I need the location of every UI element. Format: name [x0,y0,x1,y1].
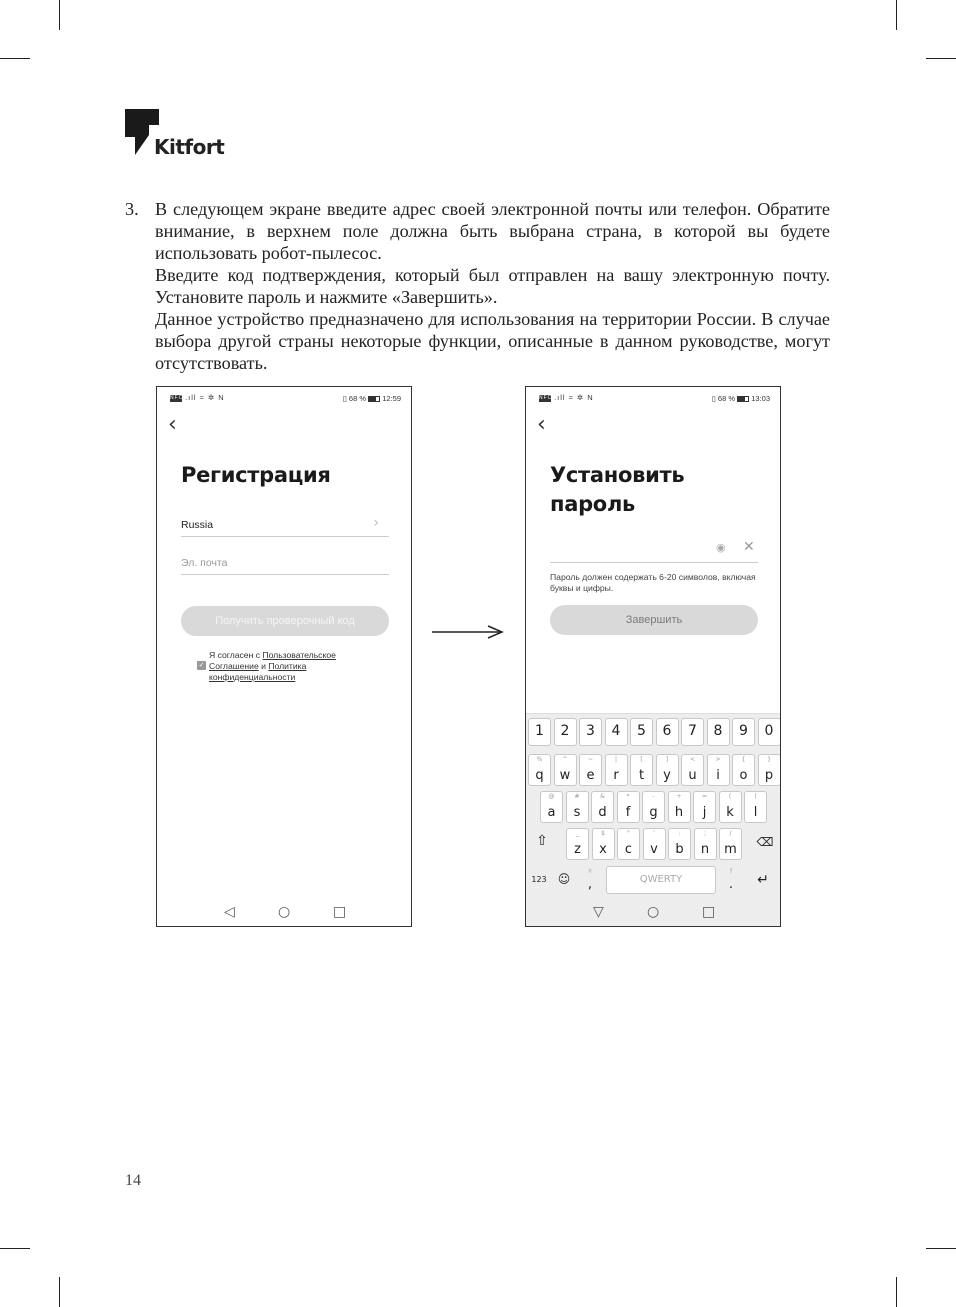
key-j[interactable] [693,791,716,823]
instruction-paragraph: В следующем экране введите адрес своей электронной почты или телефон. Обратите внимание, в верхнем поле должна быть выбрана страна, в которой вы будете использовать робот-пылесос. [155,199,830,263]
title-line: Установить [550,463,685,487]
agreement-block [197,650,377,683]
key-secondary: ^ [562,756,568,763]
key-secondary: < [689,756,696,763]
status-icons: NFC .ıll ≈ ✲ N [539,393,594,402]
crop-mark [59,1277,60,1307]
key-n[interactable] [694,828,717,860]
get-code-button[interactable]: Получить проверочный код [181,606,389,636]
key-h[interactable] [668,791,691,823]
key-label: x [599,842,607,857]
nav-bar [157,904,411,920]
key-label: q [535,768,544,783]
agreement-prefix: Я согласен с [209,650,261,660]
key-label: 7 [688,723,697,739]
key-label: l [753,805,758,820]
key-label: 4 [611,723,621,739]
key-label: k [726,805,734,820]
key-label: a [547,805,556,820]
key-label: s [573,805,581,820]
key-1[interactable] [528,718,551,746]
key-5[interactable] [630,718,653,746]
status-icons: NFC .ıll ≈ ✲ N [170,393,225,402]
key-e[interactable] [579,754,602,786]
password-field[interactable] [550,562,758,563]
key-w[interactable] [554,754,577,786]
finish-button[interactable]: Завершить [550,605,758,635]
key-y[interactable] [656,754,679,786]
key-label: v [650,842,658,857]
key-secondary: ] [665,756,669,763]
key-label: 6 [662,723,672,739]
keyboard [526,713,780,926]
key-secondary: { [741,756,746,763]
key-label: t [638,768,645,783]
crop-mark [926,1248,956,1249]
key-label: r [613,768,619,783]
back-arrow-icon[interactable]: ‹ [537,412,546,437]
key-secondary: } [767,756,771,763]
key-secondary: | [614,756,618,763]
key-label: 5 [637,723,646,739]
email-placeholder: Эл. почта [181,557,228,569]
page-title [550,461,684,519]
crop-mark [0,1248,30,1249]
symbols-key[interactable]: 123 [531,875,547,884]
instruction-paragraph: Введите код подтверждения, который был отправлен на вашу электронную почту. Установите пароль и нажмите «Завершить». [155,265,830,307]
key-label: 9 [739,723,748,739]
email-field[interactable] [181,551,389,575]
key-t[interactable] [630,754,653,786]
key-label: o [739,768,748,783]
key-3[interactable] [579,718,602,746]
title-line: пароль [550,492,635,516]
key-label: c [624,842,633,857]
key-label: i [716,768,720,783]
key-q[interactable] [528,754,551,786]
key-secondary: # [574,793,580,800]
key-l[interactable] [744,791,767,823]
close-icon[interactable]: ✕ [743,539,755,555]
terms-link[interactable]: Пользовательское Соглашение [209,650,336,671]
shift-key[interactable]: ⇧ [536,833,548,849]
key-a[interactable] [540,791,563,823]
crop-mark [896,1277,897,1307]
nav-back-icon[interactable]: ◁ [224,904,235,920]
key-b[interactable] [668,828,691,860]
nfc-icon: NFC [539,394,553,401]
crop-mark [0,58,30,59]
nav-home-icon[interactable]: ○ [278,904,291,920]
status-bar [157,392,411,404]
key-secondary: + [676,793,682,800]
clock: 13:03 [751,394,770,403]
key-secondary: ) [754,793,757,800]
key-secondary: _ [576,830,579,837]
nav-recents-icon[interactable]: □ [333,904,347,920]
crop-mark [896,0,897,30]
back-arrow-icon[interactable]: ‹ [168,412,177,437]
key-secondary: / [729,830,732,837]
key-secondary: ~ [587,756,594,763]
key-secondary: ( [728,793,732,800]
key-r[interactable] [605,754,628,786]
nav-recents-icon[interactable]: □ [702,904,716,920]
battery-level: 68 % [348,394,367,403]
status-right: ▯ 68 % 12:59 [342,394,401,403]
key-secondary: - [652,793,655,800]
key-label: 1 [535,723,544,739]
key-label: u [688,768,697,783]
key-6[interactable] [656,718,679,746]
password-screen [525,386,781,927]
key-label: h [674,805,684,820]
key-secondary: " [627,830,630,837]
key-label: w [559,768,571,783]
chevron-right-icon: › [373,515,379,531]
key-label: 0 [764,723,774,739]
crop-mark [59,0,60,30]
key-label: j [702,805,707,820]
page-title: Регистрация [181,463,331,487]
agreement-checkbox[interactable]: ✓ [198,662,205,669]
brand-name: Kitfort [154,135,225,159]
space-key[interactable]: QWERTY [606,866,716,894]
key-g[interactable] [642,791,665,823]
key-secondary: [ [640,756,643,763]
key-label: f [625,805,631,820]
registration-screen [156,386,412,927]
instruction-paragraph: Данное устройство предназначено для использования на территории России. В случае выбора другой страны некоторые функции, описанные в данном руководстве, могут отсутствовать. [155,309,830,373]
key-p[interactable] [758,754,781,786]
key-label: m [724,842,737,857]
key-secondary: $ [601,830,605,837]
key-secondary: ; [703,830,707,837]
status-right: ▯ 68 % 13:03 [711,394,770,403]
key-label: d [598,805,607,820]
key-k[interactable] [719,791,742,823]
key-label: b [675,842,684,857]
emoji-icon[interactable]: ☺ [557,872,571,886]
key-f[interactable] [617,791,640,823]
key-label: 8 [713,723,723,739]
nav-home-icon[interactable]: ○ [647,904,660,920]
nfc-icon: NFC [170,394,184,401]
key-7[interactable] [681,718,704,746]
key-0[interactable] [758,718,781,746]
key-d[interactable] [591,791,614,823]
key-2[interactable] [554,718,577,746]
key-9[interactable] [732,718,755,746]
enter-key[interactable]: ↵ [757,872,769,888]
key-z[interactable] [566,828,589,860]
backspace-key[interactable]: ⌫ [756,835,774,849]
key-label: n [700,842,710,857]
instruction-body [155,198,830,374]
key-secondary: = [701,793,708,800]
key-secondary: & [600,793,605,800]
key-label: g [649,805,658,820]
key-label: e [586,768,595,783]
nav-bar [526,904,780,920]
eye-icon[interactable]: ◉ [716,541,726,554]
nav-back-icon[interactable]: ▽ [593,904,604,920]
key-label: p [764,768,774,783]
period-key[interactable]: ? . [728,868,734,892]
key-u[interactable] [681,754,704,786]
password-hint: Пароль должен содержать 6-20 символов, включая буквы и цифры. [550,572,756,593]
step-number: 3. [125,199,139,219]
key-secondary: @ [548,793,555,800]
key-label: 2 [560,723,570,739]
brand-logo [125,109,225,159]
crop-mark [926,58,956,59]
key-4[interactable] [605,718,628,746]
key-c[interactable] [617,828,640,860]
key-8[interactable] [707,718,730,746]
key-m[interactable] [719,828,742,860]
key-secondary: : [678,830,681,837]
page-number: 14 [125,1172,141,1189]
key-secondary: % [536,756,543,763]
key-secondary: > [715,756,721,763]
key-label: 3 [586,723,595,739]
privacy-link[interactable]: Политика конфиденциальности [209,661,307,682]
key-label: y [663,768,671,783]
key-i[interactable] [707,754,730,786]
battery-level: 68 % [717,394,736,403]
key-s[interactable] [566,791,589,823]
key-v[interactable] [643,828,666,860]
arrow-right-icon [432,624,504,640]
key-x[interactable] [592,828,615,860]
agreement-and: и [261,661,266,671]
key-secondary: * [626,793,630,800]
battery-icon [737,396,749,402]
status-bar [526,392,780,404]
battery-icon [368,396,380,402]
clock: 12:59 [382,394,401,403]
key-label: z [574,842,581,857]
instruction-step [125,198,830,374]
key-secondary: ' [653,830,655,837]
country-value: Russia [181,519,214,531]
country-selector[interactable] [181,513,389,537]
key-o[interactable] [732,754,755,786]
comma-key[interactable]: ☼ , [587,868,593,892]
